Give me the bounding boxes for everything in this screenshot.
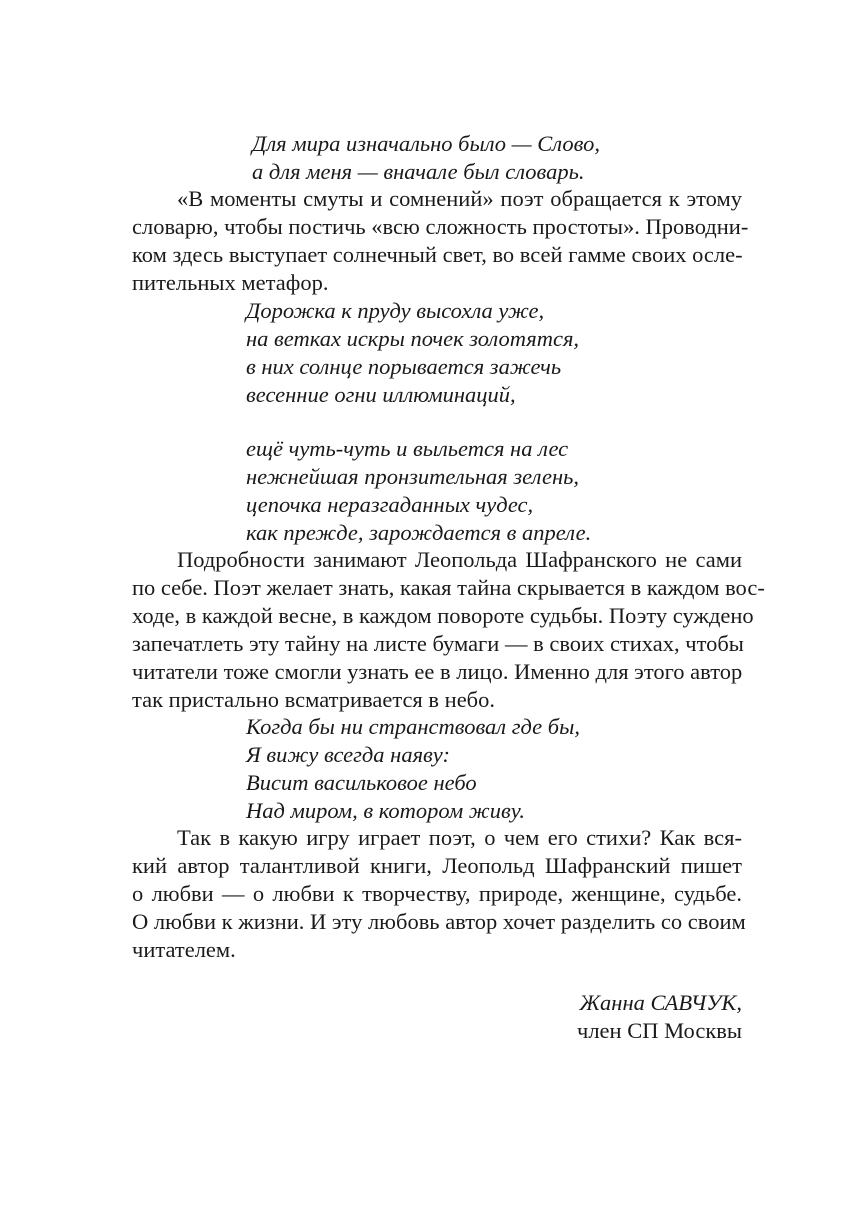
epigraph-line-1: Для мира изначально было — Слово, (252, 131, 600, 156)
poem1-line-7: цепочка неразгаданных чудес, (246, 492, 534, 517)
poem2-line-2: Я вижу всегда наяву: (246, 742, 450, 767)
paragraph2-line-1: Подробности занимают Леопольда Шафранского не сами (177, 547, 742, 572)
paragraph2-line-6: так пристально всматривается в небо. (132, 687, 495, 712)
paragraph2-line-4: запечатлеть эту тайну на листе бумаги — в своих стихах, чтобы (132, 631, 744, 656)
poem1-line-1: Дорожка к пруду высохла уже, (246, 298, 545, 323)
poem1-line-8: как прежде, зарождается в апреле. (246, 520, 592, 545)
poem1-line-4: весенние огни иллюминаций, (246, 382, 516, 407)
paragraph3-line-3: о любви — о любви к творчеству, природе, женщине, судьбе. (132, 881, 742, 906)
paragraph3-line-2: кий автор талантливой книги, Леопольд Шафранский пишет (132, 853, 742, 878)
poem2-line-3: Висит васильковое небо (246, 770, 477, 795)
poem2-line-4: Над миром, в котором живу. (246, 798, 525, 823)
paragraph3-line-4: О любви к жизни. И эту любовь автор хочет разделить со своим (132, 909, 746, 934)
paragraph2-line-2: по себе. Поэт желает знать, какая тайна скрывается в каждом вос- (132, 575, 765, 600)
poem1-line-5: ещё чуть-чуть и выльется на лес (246, 436, 569, 461)
paragraph2-line-3: ходе, в каждой весне, в каждом повороте судьбы. Поэту суждено (132, 603, 754, 628)
paragraph3-line-1: Так в какую игру играет поэт, о чем его стихи? Как вся- (177, 825, 742, 850)
paragraph3-line-5: читателем. (132, 937, 236, 962)
paragraph2-line-5: читатели тоже смогли узнать ее в лицо. Именно для этого автор (132, 659, 743, 684)
paragraph1-line-2: словарю, чтобы постичь «всю сложность простоты». Проводни- (132, 214, 749, 239)
epigraph-line-2: а для меня — вначале был словарь. (252, 159, 585, 184)
paragraph1-line-1: «В моменты смуты и сомнений» поэт обращается к этому (177, 186, 742, 211)
signature-author: Жанна САВЧУК, (579, 990, 742, 1015)
paragraph1-line-4: пительных метафор. (132, 270, 329, 295)
paragraph1-line-3: ком здесь выступает солнечный свет, во всей гамме своих осле- (132, 242, 743, 267)
signature-affiliation: член СП Москвы (577, 1018, 742, 1043)
poem1-line-6: нежнейшая пронзительная зелень, (246, 464, 579, 489)
poem2-line-1: Когда бы ни странствовал где бы, (246, 714, 580, 739)
poem1-line-2: на ветках искры почек золотятся, (246, 326, 580, 351)
poem1-line-3: в них солнце порывается зажечь (246, 354, 562, 379)
